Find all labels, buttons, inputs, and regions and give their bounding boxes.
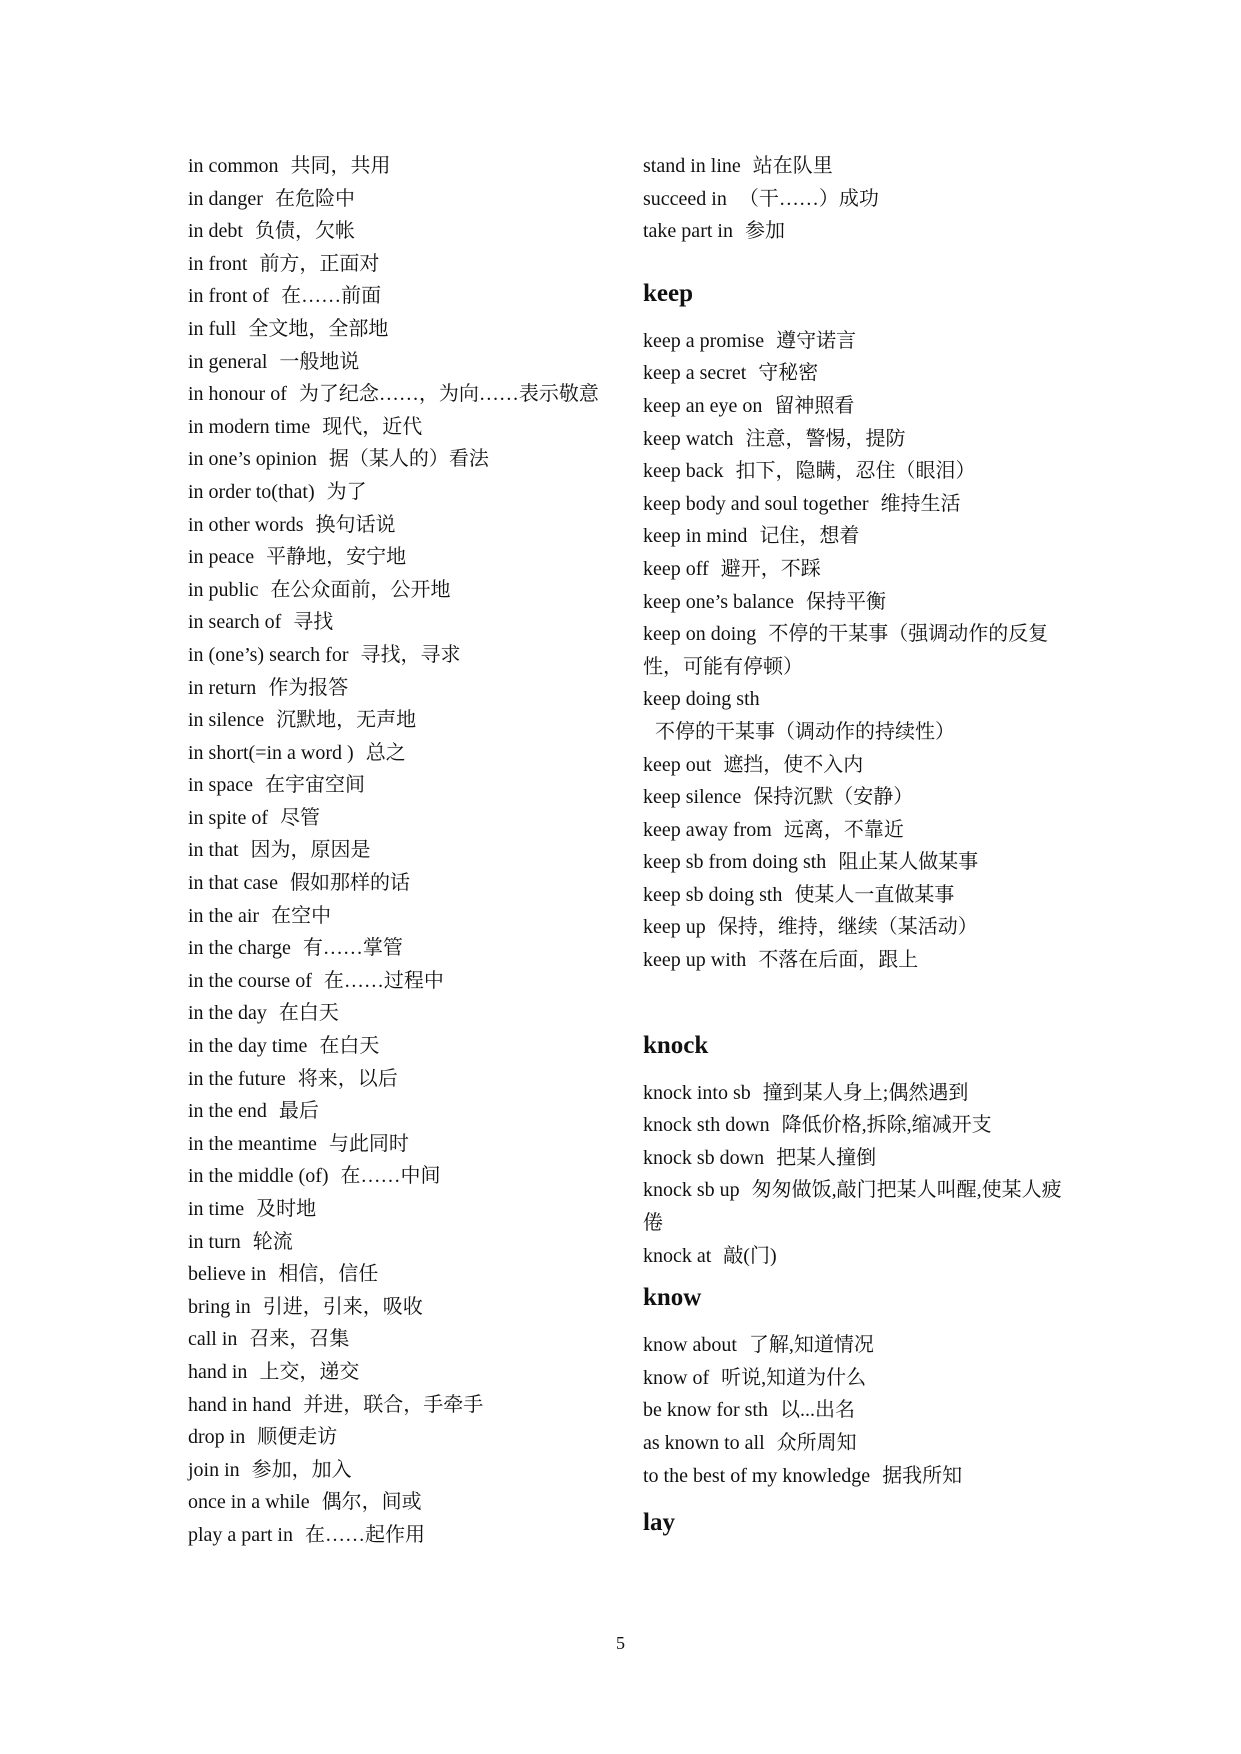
entry-english: in other words: [188, 513, 304, 536]
entry: [188, 1128, 608, 1161]
entry-english: in that case: [188, 872, 278, 895]
entry: [643, 423, 1063, 456]
entry-chinese: 维持生活: [880, 492, 961, 515]
right-column: [643, 150, 1063, 1554]
entry-english: in the day: [188, 1002, 267, 1025]
entry: [643, 911, 1063, 944]
entry-english: in the day time: [188, 1035, 308, 1058]
entry-english: stand in line: [643, 155, 741, 177]
entry-english: in the meantime: [188, 1132, 317, 1155]
entry-english: knock sb up: [643, 1179, 740, 1202]
entry-chinese: 在宇宙空间: [264, 774, 365, 797]
entry-english: in peace: [188, 546, 255, 569]
entry: [643, 879, 1063, 912]
entry-english: know of: [643, 1366, 710, 1389]
entry-chinese: 在……前面: [281, 285, 382, 308]
entry-chinese: 敲(门): [723, 1244, 777, 1267]
entry-chinese: 保持，维持，继续（某活动）: [717, 916, 978, 939]
entry-chinese: 在……过程中: [323, 969, 444, 992]
entry: [188, 150, 608, 183]
entry-english: in order to(that): [188, 480, 315, 503]
entry-chinese: 共同，共用: [290, 155, 391, 177]
entry: [188, 1519, 608, 1552]
entry-english: in front: [188, 252, 248, 275]
entry-english: in modern time: [188, 415, 311, 438]
entry: [643, 814, 1063, 847]
entry-chinese: 为了: [326, 480, 367, 503]
entry-english: keep sb from doing sth: [643, 851, 827, 874]
entry-chinese: 假如那样的话: [289, 872, 410, 895]
entry-english: in front of: [188, 285, 270, 308]
entry-english: keep an eye on: [643, 394, 763, 417]
entry-chinese: 在白天: [278, 1002, 339, 1025]
entry-chinese: 全文地，全部地: [248, 317, 389, 340]
entry-chinese: 一般地说: [279, 350, 360, 373]
entry: [188, 704, 608, 737]
entry-english: keep one’s balance: [643, 590, 795, 613]
entry-english: keep body and soul together: [643, 492, 869, 515]
entry: [188, 932, 608, 965]
entry-chinese: 负债，欠帐: [255, 220, 355, 243]
entry: [643, 520, 1063, 553]
entry: [188, 443, 608, 476]
entry-chinese: 遵守诺言: [776, 329, 857, 352]
entry-chinese: 有……掌管: [302, 937, 403, 960]
entry: [188, 672, 608, 705]
entry-chinese: 不停的干某事（调动作的持续性）: [655, 720, 955, 743]
entry-english: in the charge: [188, 937, 291, 960]
entry-english: know about: [643, 1334, 737, 1357]
entry-english: keep away from: [643, 818, 772, 841]
entry: [643, 1362, 1063, 1395]
entry-english: in return: [188, 676, 257, 699]
entry-chinese: 记住，想着: [759, 525, 860, 548]
entry: [188, 639, 608, 672]
entry-english: in that: [188, 839, 239, 862]
entry-list-knock: [643, 1077, 1063, 1273]
entry-chinese: 远离，不靠近: [783, 818, 904, 841]
entry-english: knock at: [643, 1244, 712, 1267]
entry-chinese: 众所周知: [776, 1432, 857, 1454]
entry: [188, 1323, 608, 1356]
entry-chinese: 尽管: [280, 806, 320, 829]
entry: [188, 215, 608, 248]
entry: [188, 769, 608, 802]
entry: [643, 488, 1063, 521]
entry: [643, 683, 1063, 748]
entry-chinese: 据我所知: [882, 1464, 963, 1487]
entry: [188, 1291, 608, 1324]
entry: [188, 1258, 608, 1291]
entry-english: drop in: [188, 1426, 246, 1449]
entry-chinese: 与此同时: [328, 1132, 409, 1155]
entry-english: in space: [188, 774, 253, 797]
entry-chinese: 引进，引来，吸收: [262, 1295, 423, 1318]
entry: [188, 183, 608, 216]
entry: [643, 1077, 1063, 1110]
entry: [188, 313, 608, 346]
entry-chinese: 前方，正面对: [259, 252, 380, 275]
entry-english: in (one’s) search for: [188, 643, 349, 666]
entry: [643, 944, 1063, 977]
entry: [643, 215, 1063, 248]
entry-english: in search of: [188, 611, 282, 634]
entry: [188, 1389, 608, 1422]
entry-english: in danger: [188, 187, 263, 210]
entry-chinese: 将来，以后: [297, 1067, 398, 1090]
entry-chinese: 据（某人的）看法: [328, 448, 489, 471]
entry-chinese: 在……起作用: [304, 1523, 425, 1546]
entry-chinese: 不停的干某事（强调动作的反复性，可能有停顿）: [643, 623, 1049, 678]
entry: [643, 781, 1063, 814]
entry-english: in the end: [188, 1100, 267, 1123]
entry: [188, 737, 608, 770]
entry-chinese: 扣下，隐瞒，忍住（眼泪）: [735, 460, 976, 483]
entry: [188, 1454, 608, 1487]
entry-list-know: [643, 1329, 1063, 1492]
entry-english: believe in: [188, 1263, 267, 1286]
entry-chinese: 顺便走访: [257, 1426, 338, 1449]
entry-english: knock sth down: [643, 1114, 770, 1137]
entry-english: keep silence: [643, 786, 742, 809]
entry-english: keep in mind: [643, 525, 748, 548]
entry: [643, 1329, 1063, 1362]
entry-chinese: 最后: [278, 1100, 319, 1123]
entry: [188, 1063, 608, 1096]
entry-chinese: 偶尔，间或: [321, 1491, 422, 1514]
entry-chinese: 因为，原因是: [250, 839, 371, 862]
entry: [643, 455, 1063, 488]
section-heading-lay: lay: [643, 1509, 675, 1537]
entry: [643, 618, 1063, 683]
entry: [643, 183, 1063, 216]
entry-chinese: 撞到某人身上;偶然遇到: [762, 1081, 969, 1104]
entry-english: keep off: [643, 557, 709, 580]
entry-chinese: 参加: [744, 220, 785, 243]
entry: [188, 574, 608, 607]
entry-chinese: 注意，警惕，提防: [745, 427, 906, 450]
entry-list-keep: [643, 325, 1063, 977]
entry-english: be know for sth: [643, 1399, 768, 1422]
entry: [188, 900, 608, 933]
entry-english: in honour of: [188, 383, 287, 406]
entry-chinese: 在公众面前，公开地: [270, 578, 451, 601]
entry-english: in public: [188, 578, 259, 601]
entry: [643, 553, 1063, 586]
section-heading-keep: keep: [643, 279, 693, 307]
entry: [643, 325, 1063, 358]
entry: [188, 1486, 608, 1519]
entry: [643, 1394, 1063, 1427]
entry: [643, 586, 1063, 619]
entry-english: join in: [188, 1458, 240, 1481]
entry-chinese: 作为报答: [268, 676, 349, 699]
entry: [188, 346, 608, 379]
entry-english: in the middle (of): [188, 1165, 329, 1188]
entry-chinese: 在危险中: [274, 187, 355, 210]
entry-chinese: 避开，不踩: [720, 557, 821, 580]
entry-chinese: 总之: [365, 741, 406, 764]
entry-english: in the course of: [188, 969, 312, 992]
entry-english: keep a promise: [643, 329, 765, 352]
page-number: 5: [616, 1633, 625, 1653]
entry: [643, 1240, 1063, 1273]
entry: [188, 1226, 608, 1259]
entry-english: keep a secret: [643, 362, 747, 385]
entry: [188, 867, 608, 900]
entry-english: in full: [188, 317, 237, 340]
entry: [643, 357, 1063, 390]
entry-chinese: 以...出名: [779, 1399, 855, 1422]
entry-chinese: 召来，召集: [249, 1328, 350, 1351]
entry-english: take part in: [643, 220, 733, 243]
entry: [643, 1174, 1063, 1239]
entry-english: keep watch: [643, 427, 734, 450]
entry: [188, 1160, 608, 1193]
entry-chinese: 并进，联合，手牵手: [303, 1393, 484, 1416]
entry: [643, 1427, 1063, 1460]
entry-chinese: 在白天: [319, 1035, 380, 1058]
entry: [188, 1030, 608, 1063]
entry-english: keep sb doing sth: [643, 883, 783, 906]
left-column: [188, 150, 608, 1552]
entry-english: hand in hand: [188, 1393, 292, 1416]
entry-chinese: 守秘密: [758, 362, 819, 385]
entry-chinese: 相信，信任: [278, 1263, 379, 1286]
entry-list-in-continued: [643, 150, 1063, 248]
entry-chinese: 保持平衡: [806, 590, 887, 613]
entry-english: play a part in: [188, 1523, 293, 1546]
entry-english: in spite of: [188, 806, 268, 829]
entry-chinese: 了解,知道情况: [748, 1334, 874, 1357]
entry-chinese: 在……中间: [340, 1165, 441, 1188]
entry-chinese: 寻找: [293, 611, 334, 634]
entry: [188, 834, 608, 867]
entry-chinese: 阻止某人做某事: [838, 851, 979, 874]
entry-english: in short(=in a word ): [188, 741, 354, 764]
entry-english: in the air: [188, 904, 260, 927]
entry-english: keep out: [643, 753, 712, 776]
entry-chinese: 及时地: [256, 1198, 317, 1220]
entry-chinese: 使某人一直做某事: [794, 883, 955, 906]
entry: [188, 802, 608, 835]
entry: [643, 1460, 1063, 1493]
entry-chinese: 不落在后面，跟上: [758, 949, 919, 972]
entry-chinese: 平静地，安宁地: [266, 546, 407, 569]
entry-chinese: 寻找，寻求: [360, 643, 461, 666]
entry-english: in common: [188, 155, 279, 177]
entry: [188, 997, 608, 1030]
entry: [643, 846, 1063, 879]
entry-english: in turn: [188, 1230, 241, 1253]
entry-english: keep up: [643, 916, 706, 939]
entry-chinese: 轮流: [252, 1230, 293, 1253]
entry: [188, 1095, 608, 1128]
entry-english: call in: [188, 1328, 238, 1351]
entry-chinese: 把某人撞倒: [776, 1146, 877, 1169]
entry-english: in the future: [188, 1067, 286, 1090]
entry: [188, 378, 608, 411]
entry-english: once in a while: [188, 1491, 310, 1514]
entry: [643, 1109, 1063, 1142]
entry-chinese: （干……）成功: [738, 187, 879, 210]
entry-english: keep on doing: [643, 623, 757, 646]
entry-chinese: 匆匆做饭,敲门把某人叫醒,使某人疲倦: [643, 1179, 1062, 1235]
entry-english: in general: [188, 350, 268, 373]
entry-chinese: 为了纪念……，为向……表示敬意: [298, 383, 599, 406]
entry-chinese: 在空中: [271, 904, 332, 927]
entry-english: to the best of my knowledge: [643, 1464, 871, 1487]
entry-english: in time: [188, 1198, 245, 1220]
entry-english: in one’s opinion: [188, 448, 317, 471]
entry-chinese: 降低价格,拆除,缩减开支: [781, 1114, 992, 1137]
entry-english: keep doing sth: [643, 688, 760, 711]
entry: [643, 749, 1063, 782]
entry-chinese: 留神照看: [774, 394, 855, 417]
entry: [188, 541, 608, 574]
entry-chinese: 沉默地，无声地: [276, 709, 417, 732]
entry: [188, 509, 608, 542]
entry: [643, 390, 1063, 423]
entry-chinese: 遮挡，使不入内: [723, 753, 864, 776]
entry-chinese: 保持沉默（安静）: [753, 786, 914, 809]
entry-english: bring in: [188, 1295, 251, 1318]
entry: [188, 411, 608, 444]
entry: [188, 606, 608, 639]
entry-english: knock into sb: [643, 1081, 751, 1104]
entry-chinese: 站在队里: [752, 155, 833, 177]
entry: [188, 1356, 608, 1389]
section-heading-knock: knock: [643, 1031, 709, 1059]
entry: [188, 1421, 608, 1454]
entry-chinese: 听说,知道为什么: [721, 1366, 867, 1389]
entry: [188, 1193, 608, 1226]
entry: [188, 248, 608, 281]
entry: [188, 965, 608, 998]
entry-english: in silence: [188, 709, 265, 732]
entry-english: in debt: [188, 220, 243, 243]
entry-chinese: 换句话说: [315, 513, 396, 536]
entry-chinese: 上交，递交: [259, 1360, 360, 1383]
entry-english: keep back: [643, 460, 724, 483]
entry-english: succeed in: [643, 187, 727, 210]
entry: [188, 280, 608, 313]
entry-chinese: 参加，加入: [251, 1458, 352, 1481]
entry: [643, 1142, 1063, 1175]
entry: [643, 150, 1063, 183]
entry-english: as known to all: [643, 1432, 765, 1454]
entry-chinese: 现代，近代: [322, 415, 423, 438]
section-heading-know: know: [643, 1284, 702, 1312]
entry-english: knock sb down: [643, 1146, 765, 1169]
entry-english: hand in: [188, 1360, 248, 1383]
entry: [188, 476, 608, 509]
entry-english: keep up with: [643, 949, 747, 972]
